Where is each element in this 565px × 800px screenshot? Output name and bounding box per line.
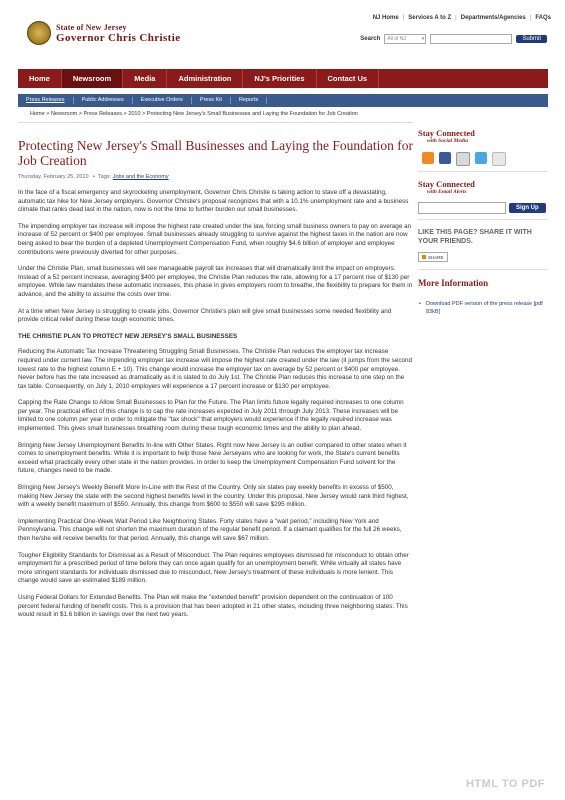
site-logo[interactable]: [27, 21, 181, 45]
plan-paragraph: Tougher Eligibility Standards for Dismissal as a Result of Misconduct. The Plan requires employees dismissed for misconduct to obtain other employment for a prescribed period of time before they can once again qualify for an unemployment benefit. While virtually all states have more stringent standards for individuals dismissed due to misconduct, New Jersey's treatment of these individuals is more lenient. This change would save an estimated $189 million.: [18, 551, 409, 585]
rss-icon[interactable]: [422, 152, 434, 164]
email-field[interactable]: [418, 202, 506, 214]
subnav-press-releases[interactable]: Press Releases: [18, 97, 74, 104]
search-submit-button[interactable]: Submit: [516, 35, 547, 43]
logo-text: [56, 23, 181, 44]
bullet-icon: ▪: [419, 301, 421, 307]
state-seal-icon: [27, 21, 51, 45]
search-input[interactable]: [430, 34, 512, 44]
main-nav: [18, 69, 548, 88]
nav-administration[interactable]: Administration: [167, 69, 243, 88]
flickr-icon[interactable]: [492, 152, 506, 166]
email-alerts-block: [418, 180, 548, 220]
sign-up-button[interactable]: Sign Up: [509, 203, 546, 213]
search-scope-value: All of NJ: [387, 36, 406, 42]
section-heading: THE CHRISTIE PLAN TO PROTECT NEW JERSEY'S SMALL BUSINESSES: [18, 332, 238, 340]
share-button[interactable]: [418, 252, 448, 262]
plan-paragraph: Bringing New Jersey Unemployment Benefits In-line with Other States. Right now New Jersey is an outlier compared to other states when it comes to unemployment benefits. While it is important to help those New Jerseyans who are looking for work, the State's current benefits exceed what practically every other state in the nation provides. In order to keep the Unemployment Compensation Fund solvent for the future, changes need to be made.: [18, 441, 407, 475]
share-prompt: LIKE THIS PAGE? SHARE IT WITH YOUR FRIENDS.: [418, 229, 532, 245]
plan-paragraph: Using Federal Dollars for Extended Benefits. The Plan will make the "extended benefit" provision dependent on the continuation of 100 percent federal funding of benefit costs. This is a provision that has been adopted in 21 other states, including three neighboring states. This would result in $1.6 billion in savings over the next two years.: [18, 593, 408, 619]
nav-priorities[interactable]: NJ's Priorities: [243, 69, 316, 88]
nav-contact[interactable]: Contact Us: [317, 69, 380, 88]
plan-paragraph: Bringing New Jersey's Weekly Benefit More In-Line with the Rest of the Country. Only six states pay weekly benefits in excess of $500, making New Jersey the state with the second highest benefits level in the country. Under this proposal, New Jersey would rank third highest, with a weekly benefit maximum of $550. Annually, this change from $600 to $550 will save $295 million.: [18, 484, 409, 509]
article-paragraph: At a time when New Jersey is struggling to create jobs, Governor Christie's plan will give small businesses some needed flexibility and provide critical relief during these tough economic times.: [18, 307, 392, 324]
utility-nav: [373, 15, 551, 21]
sidebar: [418, 129, 548, 316]
article-paragraph: In the face of a fiscal emergency and skyrocketing unemployment, Governor Chris Christie is taking action to stave off a devastating, automatic tax hike for New Jersey employers. Governor Christie's proposal recognizes that with a 10.1% unemployment rate and a business climate that ranks dead last in the nation, now is not the time to further burden our small businesses.: [18, 189, 409, 214]
twitter-icon[interactable]: [475, 152, 487, 164]
social-media-block: [418, 129, 548, 172]
pdf-download-label: Download PDF version of the press release [pdf 83kB]: [426, 301, 543, 315]
logo-line-2: Governor Chris Christie: [56, 31, 181, 44]
social-media-subtitle: with Social Media: [427, 138, 468, 144]
email-alerts-subtitle: with Email Alerts: [427, 189, 467, 195]
article-paragraph: The impending employer tax increase will impose the highest rate created under the law, forcing small business owners to pay on average an increase of 52 percent or $400 per employee. Small businesses already struggling to survive against the highest taxes in the nation are now being asked to bear the burden of a depleted Unemployment Compensation Fund, when roughly $4.6 billion of employer and employee contributions were previously diverted for other purposes.: [18, 222, 412, 256]
search-bar: [360, 34, 547, 44]
subnav-executive-orders[interactable]: Executive Orders: [133, 97, 192, 104]
separator: |: [402, 15, 405, 21]
chevron-down-icon: ▾: [421, 36, 425, 42]
article-paragraph: Under the Christie Plan, small businesses will see manageable payroll tax increases that will dramatically limit the impact on employers. Instead of a 52 percent increase, averaging $400 per employee, the Christie Plan reduces the rate, allowing for a 17 percent rise of $130 per employee. While law mandates these automatic increases, this phase in gives employers room to breathe, the flexibility to prepare for them in advance, and the ability to assume the costs over time.: [18, 265, 413, 298]
separator: |: [455, 15, 457, 21]
watermark: HTML TO PDF: [465, 778, 545, 790]
social-icons: [422, 152, 548, 166]
share-label: SHARE: [428, 254, 444, 260]
article-meta: Thursday, February 25, 2010 ▪ Tags: Jobs and the Economy: [18, 174, 169, 180]
page-title: Protecting New Jersey's Small Businesses and Laying the Foundation for Job Creation: [18, 138, 414, 168]
share-block: [418, 228, 548, 270]
departments-link[interactable]: Departments/Agencies: [460, 15, 526, 21]
youtube-icon[interactable]: [456, 152, 470, 166]
email-signup-row: [418, 202, 548, 214]
subnav-public-addresses[interactable]: Public Addresses: [74, 97, 133, 104]
article: [18, 138, 413, 628]
subnav-press-kit[interactable]: Press Kit: [192, 97, 231, 104]
facebook-icon[interactable]: [439, 152, 451, 164]
tag-link[interactable]: Jobs and the Economy: [112, 174, 169, 180]
services-link[interactable]: Services A to Z: [408, 15, 452, 21]
plan-paragraph: Reducing the Automatic Tax Increase Threatening Struggling Small Businesses. The Christie Plan reduces the employer tax increase required under current law. The impending employer tax increase will impose the highest rate created under the law (it jumps from the second lowest rate to the highest column E + 10). This change would increase the employer tax on average by 52 percent or $400 per employee. Never before has the rate increased as dramatically as it is slated to do July 1st. The Christie Plan reduces this increase to one step on the tax table. Consequently, on July 1, 2010 employers will experience a 17 percent increase or $130 per employee.: [18, 348, 412, 390]
share-icon: [422, 255, 426, 259]
sub-nav: [18, 94, 548, 107]
nav-home[interactable]: Home: [18, 69, 62, 88]
plan-paragraph: Capping the Rate Change to Allow Small Businesses to Plan for the Future. The Plan limits future legally required increases to one column per year. The practical effect of this change is to cap the rate increases expected in July 2011 through July 2013. These increases will be limited to one column per year in order to mitigate the "tax shock" that employers would experience if the legally required increase was implemented. This gives small businesses breathing room during these tough economic times and the ability to plan ahead.: [18, 399, 404, 433]
stay-connected-title: Stay Connected: [418, 128, 475, 138]
stay-connected-title: Stay Connected: [418, 179, 475, 189]
article-date: Thursday, February 25, 2010: [18, 174, 89, 180]
nj-home-link[interactable]: NJ Home: [372, 15, 399, 21]
search-scope-select[interactable]: [384, 34, 426, 44]
pdf-download-link[interactable]: [418, 301, 548, 316]
tags-label: Tags:: [98, 174, 112, 180]
plan-paragraph: Implementing Practical One-Week Wait Period Like Neighboring States. Forty states have a "wait period," including New York and Pennsylvania. This change will not shorten the maximum duration of the regular benefit period. If a claimant qualifies for the full 26 weeks, then he/she will receive benefits for that period. Annually, this change will save $67 million.: [18, 517, 402, 542]
logo-line-1: State of New Jersey: [56, 22, 127, 32]
divider: [18, 122, 413, 123]
faqs-link[interactable]: FAQs: [535, 15, 551, 21]
more-info-title: More Information: [418, 278, 489, 288]
nav-newsroom[interactable]: Newsroom: [62, 69, 123, 88]
subnav-reports[interactable]: Reports: [231, 97, 267, 104]
separator: |: [529, 15, 532, 21]
nav-media[interactable]: Media: [123, 69, 167, 88]
breadcrumb[interactable]: Home > Newsroom > Press Releases > 2010 > Protecting New Jersey's Small Businesses and Laying the Foundation for Job Creation: [30, 111, 358, 117]
search-label: Search: [360, 36, 381, 42]
